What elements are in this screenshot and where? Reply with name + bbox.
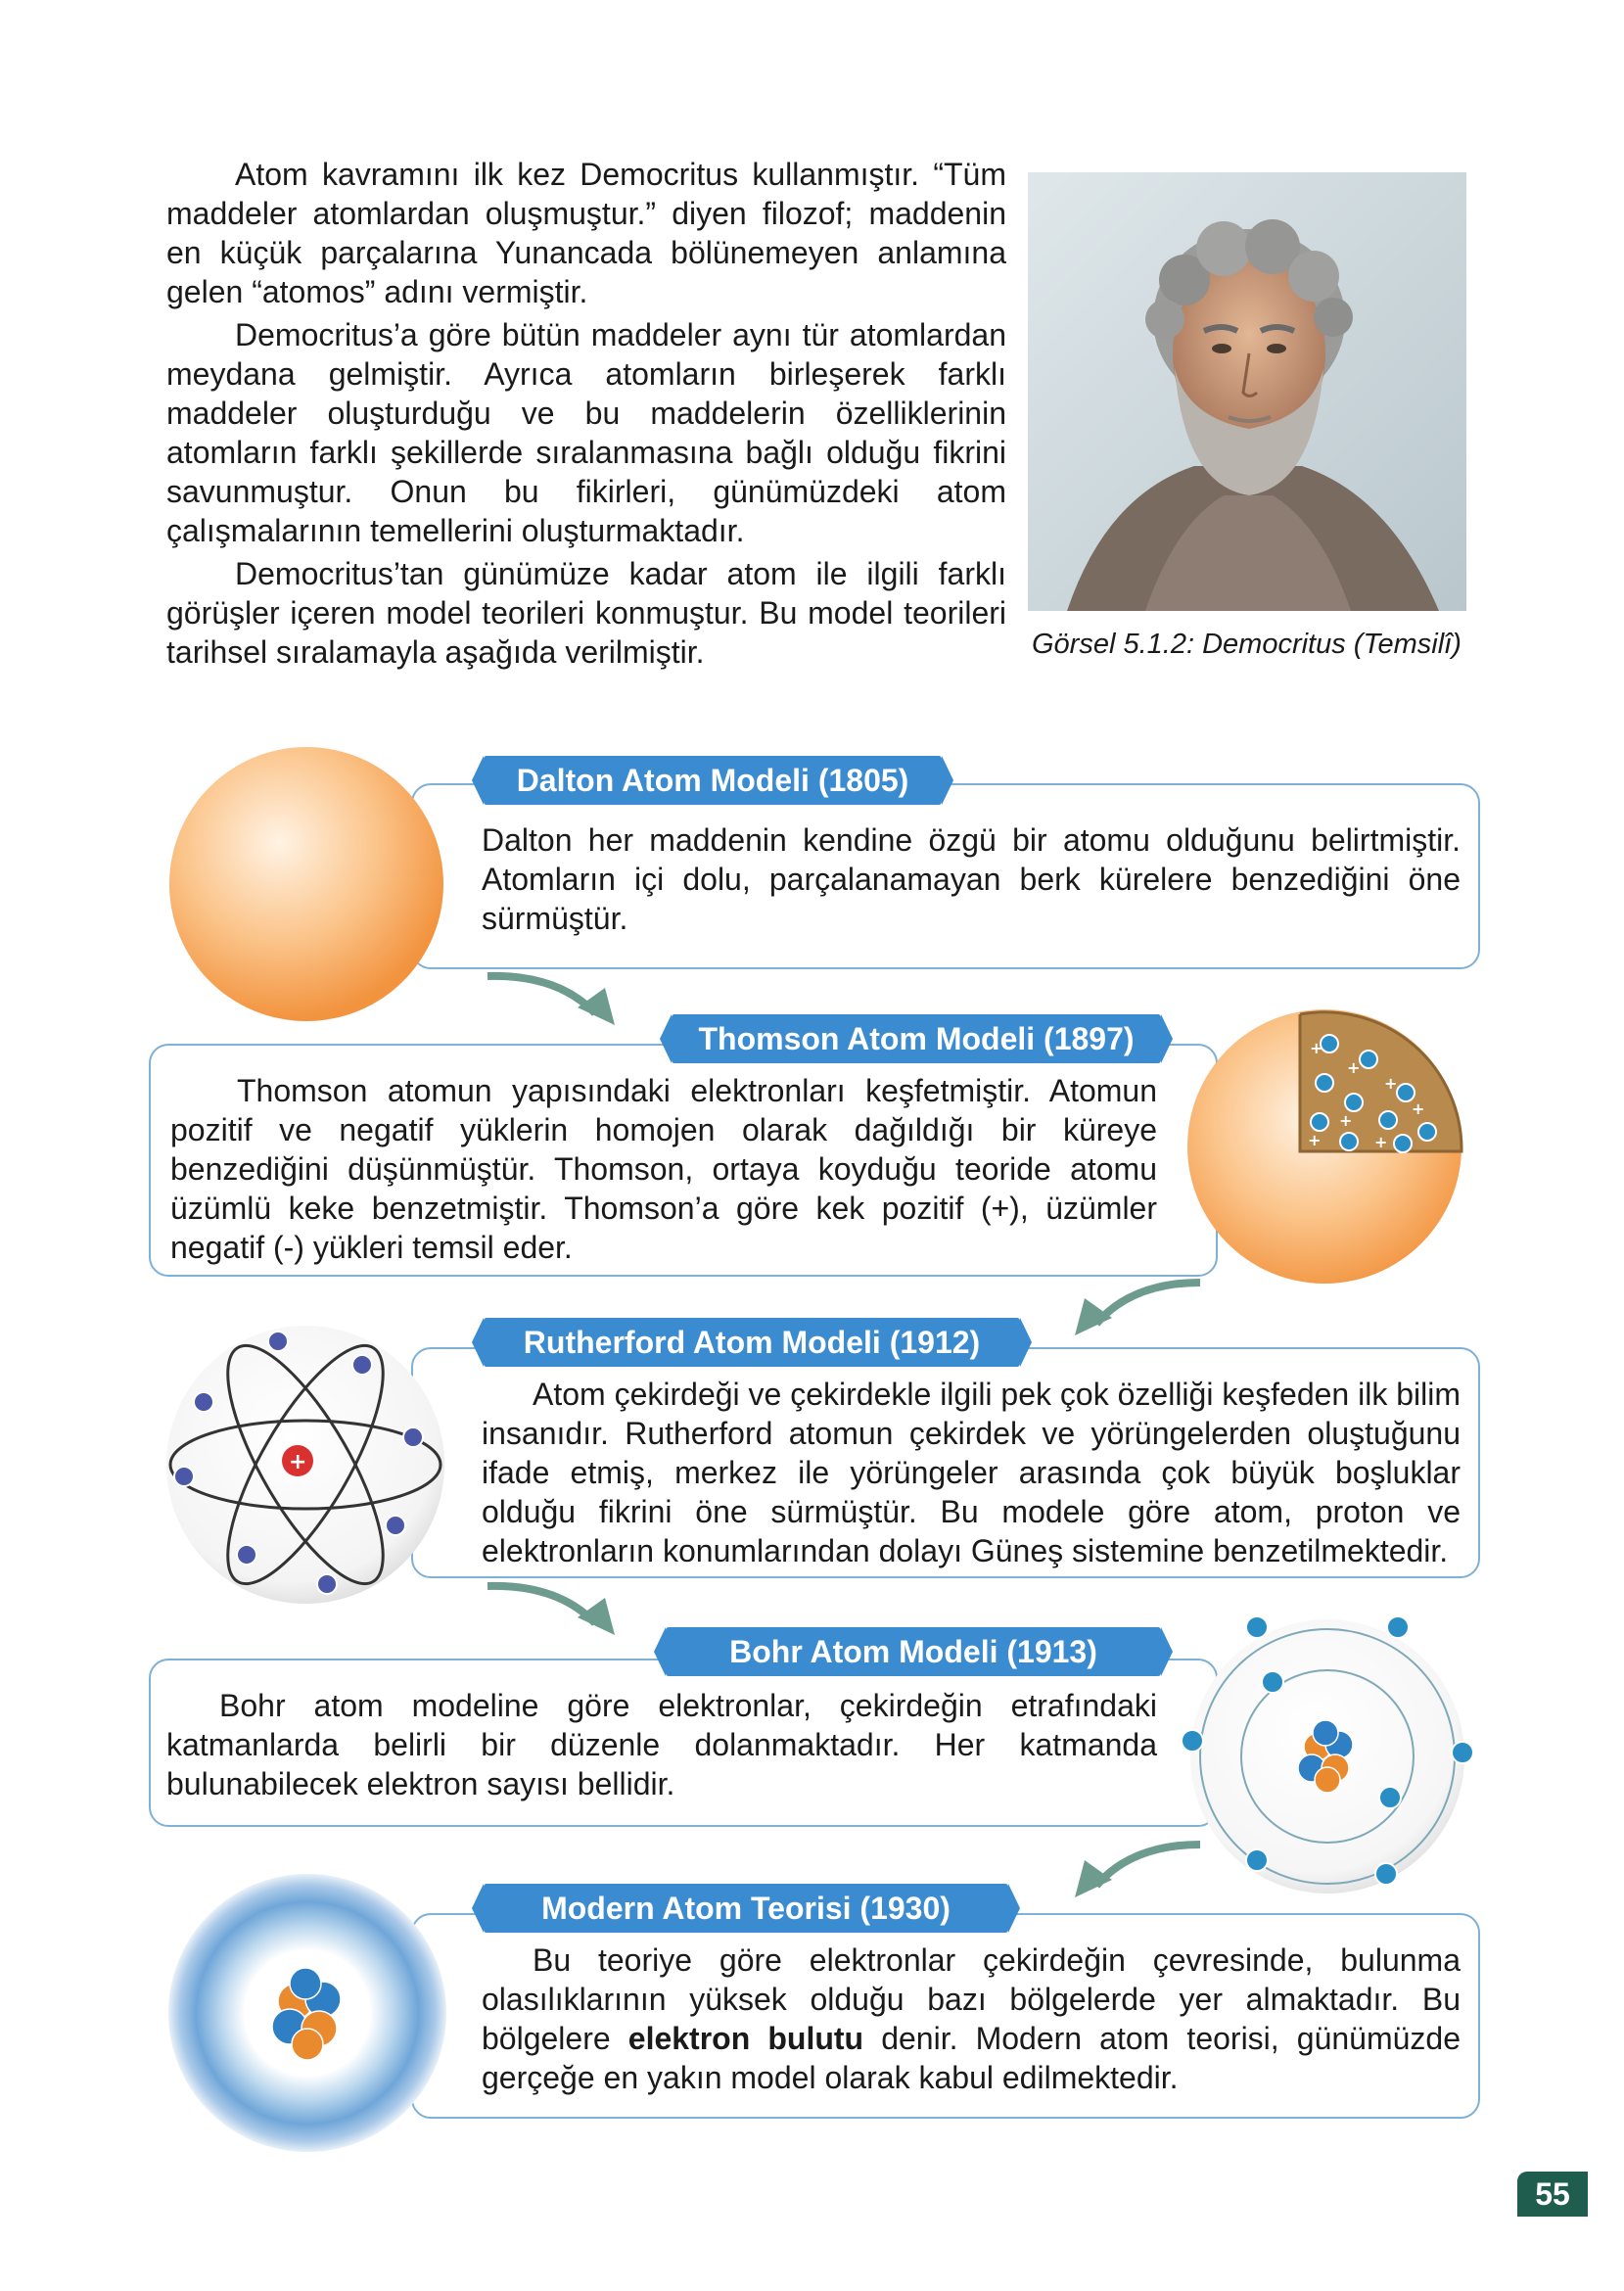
dalton-box: [411, 783, 1480, 969]
rutherford-box: [411, 1347, 1480, 1578]
bohr-box: [149, 1659, 1218, 1827]
svg-text:+: +: [1308, 1131, 1322, 1149]
intro-paragraph-2: Democritus’a göre bütün maddeler aynı tür atomlardan meydana gelmiştir. Ayrıca atomların birleşerek farklı maddeler oluşturduğu ve bu maddelerin özelliklerinin atomların farklı şekillerde sıralanmasına bağlı olduğu fikrini savunmuştur. Onun bu fikirleri, günümüzdeki atom çalışmalarının temellerini oluşturmaktadır.: [166, 317, 1006, 548]
portrait-caption: Görsel 5.1.2: Democritus (Temsilî): [1032, 629, 1462, 660]
bohr-atom: [1181, 1610, 1474, 1903]
intro-paragraph-1: Atom kavramını ilk kez Democritus kullanmıştır. “Tüm maddeler atomlardan oluşmuştur.” diyen filozof; maddenin en küçük parçalarına Yunancada bölünemeyen anlamına gelen “atomos” adını vermiştir.: [166, 157, 1006, 309]
dalton-sphere: [164, 742, 448, 1026]
page-number: 55: [1517, 2172, 1588, 2217]
svg-text:+: +: [1310, 1039, 1323, 1057]
svg-text:+: +: [1374, 1133, 1388, 1151]
modern-text-bold: elektron bulutu: [627, 2021, 864, 2056]
bohr-title: Bohr Atom Modeli (1913): [666, 1627, 1161, 1676]
svg-text:+: +: [1384, 1074, 1398, 1093]
svg-text:+: +: [1412, 1099, 1425, 1118]
rutherford-text: Atom çekirdeği ve çekirdekle ilgili pek çok özelliği keşfeden ilk bilim insanıdır. Rutherford atomun çekirdek ve yörüngelerden oluştuğunu ifade etmiş, merkez ile yörüngeler arasında çok büyük boşluklar olduğu fikrini öne sürmüştür. Bu modele göre atom, proton ve elektronların konumlarından dolayı Güneş sistemine benzetilmektedir.: [482, 1377, 1461, 1568]
bohr-text: Bohr atom modeline göre elektronlar, çekirdeğin etrafındaki katmanlarda belirli bir düzenle dolanmaktadır. Her katmanda bulunabilecek elektron sayısı bellidir.: [166, 1688, 1157, 1801]
modern-text: [482, 1940, 1461, 2097]
arrow-bohr-to-modern: [1063, 1837, 1210, 1905]
svg-text:+: +: [1339, 1111, 1353, 1130]
thomson-text: Thomson atomun yapısındaki elektronları keşfetmiştir. Atomun pozitif ve negatif yüklerin homojen olarak dağıldığı bir küreye benzediğini düşünmüştür. Thomson, ortaya koyduğu teoride atomu üzümlü keke benzetmiştir. Thomson’a göre kek pozitif (+), üzümler negatif (-) yükleri temsil eder.: [170, 1073, 1157, 1265]
modern-title: Modern Atom Teorisi (1930): [484, 1884, 1008, 1933]
dalton-title: Dalton Atom Modeli (1805): [484, 756, 942, 805]
modern-text-before: Bu teoriye göre elektronlar çekirdeğin çevresinde, bulunma olasılıklarının yüksek olduğu bazı bölgelerde yer almaktadır. Bu bölgelere: [482, 1942, 1461, 2056]
svg-text:+: +: [289, 1450, 307, 1474]
dalton-text: Dalton her maddenin kendine özgü bir atomu olduğunu belirtmiştir. Atomların içi dolu, parçalanamayan berk kürelere benzediğini öne sürmüştür.: [482, 822, 1461, 936]
thomson-box: [149, 1044, 1218, 1277]
modern-atom: [162, 1868, 452, 2158]
intro-paragraph-3: Democritus’tan günümüze kadar atom ile ilgili farklı görüşler içeren model teorileri konmuştur. Bu model teorileri tarihsel sıralamayla aşağıda verilmiştir.: [166, 556, 1006, 670]
arrow-rutherford-to-bohr: [480, 1574, 626, 1643]
arrow-thomson-to-rutherford: [1063, 1275, 1210, 1343]
modern-text-after: denir. Modern atom teorisi, günümüzde gerçeğe en yakın model olarak kabul edilmektedir.: [482, 2021, 1462, 2095]
rutherford-atom: [161, 1320, 450, 1610]
modern-box: [411, 1913, 1480, 2119]
rutherford-title: Rutherford Atom Modeli (1912): [484, 1318, 1020, 1367]
intro-text: [166, 155, 1006, 676]
arrow-dalton-to-thomson: [480, 964, 626, 1033]
svg-text:+: +: [1347, 1058, 1361, 1077]
thomson-sphere: [1183, 1005, 1466, 1288]
democritus-portrait: [1028, 172, 1466, 611]
thomson-title: Thomson Atom Modeli (1897): [672, 1014, 1161, 1063]
